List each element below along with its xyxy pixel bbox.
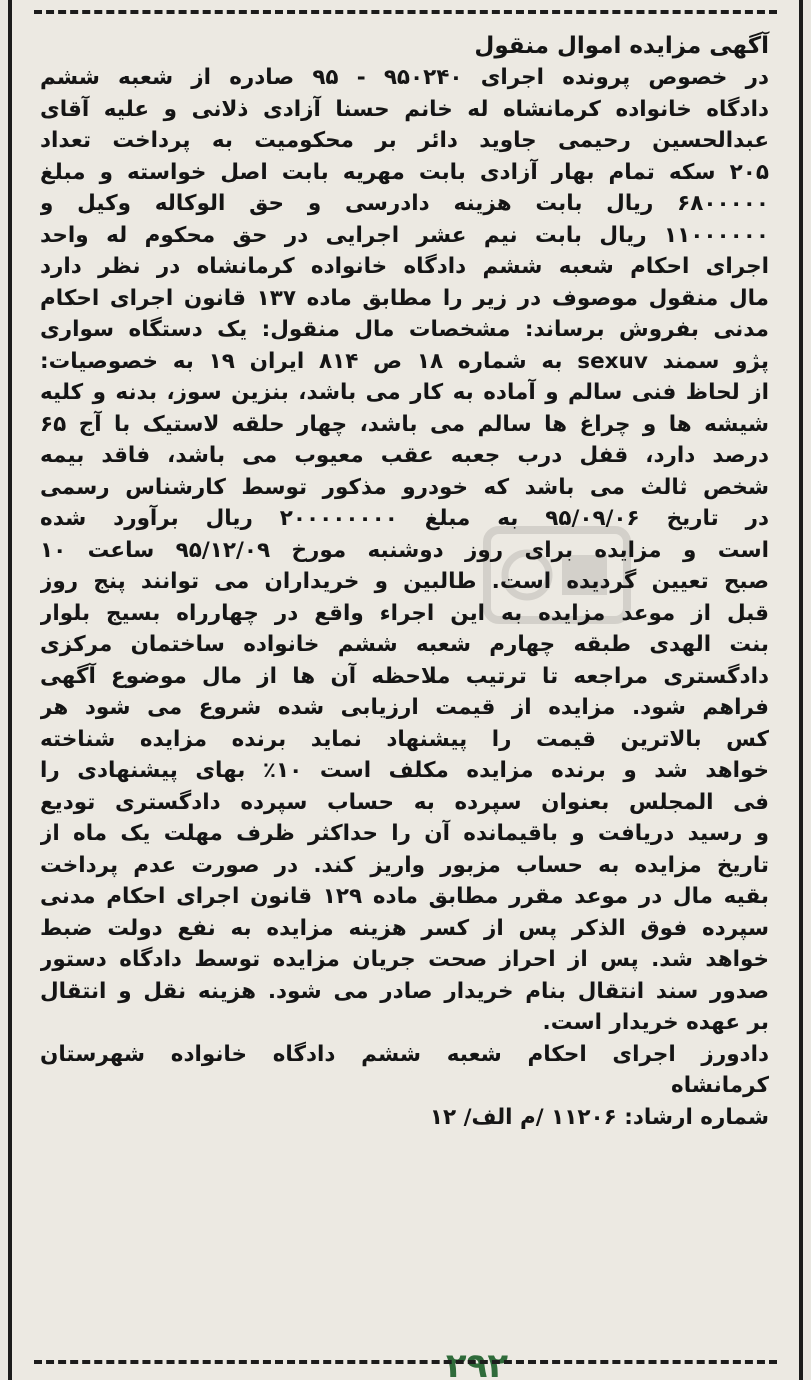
notice-body-line: بقیه مال در موعد مقرر مطابق ماده ۱۲۹ قانون اجرای احکام مدنی bbox=[40, 884, 769, 909]
notice-body-line: شخص ثالث می باشد که خودرو مذکور توسط کارشناس رسمی bbox=[40, 474, 769, 500]
notice-body-line: از لحاظ فنی سالم و آماده به کار می باشد، بنزین سوز، بدنه و کلیه bbox=[40, 380, 769, 405]
notice-body-line: فی المجلس بعنوان سپرده به حساب سپرده دادگستری تودیع bbox=[40, 789, 769, 815]
notice-body-line: تاریخ مزایده به حساب مزبور واریز کند. در صورت عدم پرداخت bbox=[40, 852, 769, 878]
reference-number: شماره ارشاد: ۱۱۲۰۶ /م الف/ ۱۲ bbox=[429, 1104, 769, 1130]
notice-body-line: کس بالاترین قیمت را پیشنهاد نماید برنده مزایده شناخته bbox=[40, 726, 769, 752]
notice-body-line: قبل از موعد مزایده به این اجراء واقع در چهارراه بسیج بلوار bbox=[40, 600, 769, 626]
notice-body-line: و رسید دریافت و باقیمانده آن را حداکثر ظرف مهلت یک ماه از bbox=[40, 821, 769, 846]
notice-body-line: در تاریخ ۹۵/۰۹/۰۶ به مبلغ ۲۰۰۰۰۰۰۰۰ ریال برآورد شده bbox=[40, 506, 769, 531]
notice-frame bbox=[8, 0, 803, 1380]
notice-body-line: شیشه ها و چراغ ها سالم می باشد، چهار حلقه لاستیک با آج ۶۵ bbox=[40, 411, 769, 437]
notice-body-line: عبدالحسین رحیمی جاوید دائر بر محکومیت به پرداخت تعداد bbox=[40, 128, 769, 153]
notice-body-line: پژو سمند sexuv به شماره ۱۸ ص ۸۱۴ ایران ۱۹ به خصوصیات: bbox=[40, 348, 769, 374]
notice-body-line: فراهم شود. مزایده از قیمت ارزیابی شده شروع می شود هر bbox=[40, 695, 769, 720]
signature-line: دادورز اجرای احکام شعبه ششم دادگاه خانواده شهرستان bbox=[40, 1041, 769, 1067]
signature-city: کرمانشاه bbox=[671, 1073, 769, 1098]
top-dashed-rule bbox=[34, 10, 777, 14]
notice-body-line: است و مزایده برای روز دوشنبه مورخ ۹۵/۱۲/۰۹ ساعت ۱۰ bbox=[40, 537, 769, 563]
notice-body-line: مال منقول موصوف در زیر را مطابق ماده ۱۳۷ قانون اجرای احکام bbox=[40, 285, 769, 311]
bottom-stamp-text: ۲۹۲ bbox=[445, 1350, 509, 1380]
notice-title: آگهی مزایده اموال منقول bbox=[474, 33, 769, 59]
notice-content bbox=[40, 30, 769, 1133]
notice-body-line: ۱۱۰۰۰۰۰۰ ریال بابت نیم عشر اجرایی در حق محکوم له واحد bbox=[40, 222, 769, 248]
notice-body-line: خواهد شد و برنده مزایده مکلف است ۱۰٪ بهای پیشنهادی را bbox=[40, 758, 769, 783]
notice-body-line: بنت الهدی طبقه چهارم شعبه ششم خانواده ساختمان مرکزی bbox=[40, 632, 769, 657]
notice-body-line: ۶۸۰۰۰۰۰ ریال بابت هزینه دادرسی و حق الوکاله وکیل و bbox=[40, 191, 769, 216]
notice-body-line: سپرده فوق الذکر پس از کسر هزینه مزایده به نفع دولت ضبط bbox=[40, 915, 769, 941]
notice-body-line: خواهد شد. پس از احراز صحت جریان مزایده توسط دادگاه دستور bbox=[40, 947, 769, 972]
notice-body-line: دادگاه خانواده کرمانشاه له خانم حسنا آزادی ذلانی و علیه آقای bbox=[40, 96, 769, 122]
notice-body-line: صبح تعیین گردیده است. طالبین و خریداران می توانند پنج روز bbox=[40, 569, 769, 594]
notice-body-line: درصد دارد، قفل درب جعبه عقب معیوب می باشد، فاقد بیمه bbox=[40, 443, 769, 468]
notice-body-line: مدنی بفروش برساند: مشخصات مال منقول: یک دستگاه سواری bbox=[40, 317, 769, 342]
notice-body-line: در خصوص پرونده اجرا‌ی ۹۵۰۲۴۰ - ۹۵ صادره از شعبه ششم bbox=[40, 65, 769, 90]
notice-body-line: بر عهده خریدار است. bbox=[542, 1010, 769, 1035]
bottom-stamp bbox=[392, 1350, 562, 1380]
notice-body-line: دادگستری مراجعه تا ترتیب ملاحظه آن ها از مال موضوع آگهی bbox=[40, 663, 769, 689]
notice-body-line: ۲۰۵ سکه تمام بهار آزادی بابت مهریه بابت اصل خواسته و مبلغ bbox=[40, 159, 769, 185]
notice-body-line: صدور سند انتقال بنام خریدار صادر می شود. هزینه نقل و انتقال bbox=[40, 978, 769, 1004]
notice-body-line: اجرای احکام شعبه ششم دادگاه خانواده کرمانشاه در نظر دارد bbox=[40, 254, 769, 279]
bottom-dashed-rule bbox=[34, 1360, 777, 1364]
